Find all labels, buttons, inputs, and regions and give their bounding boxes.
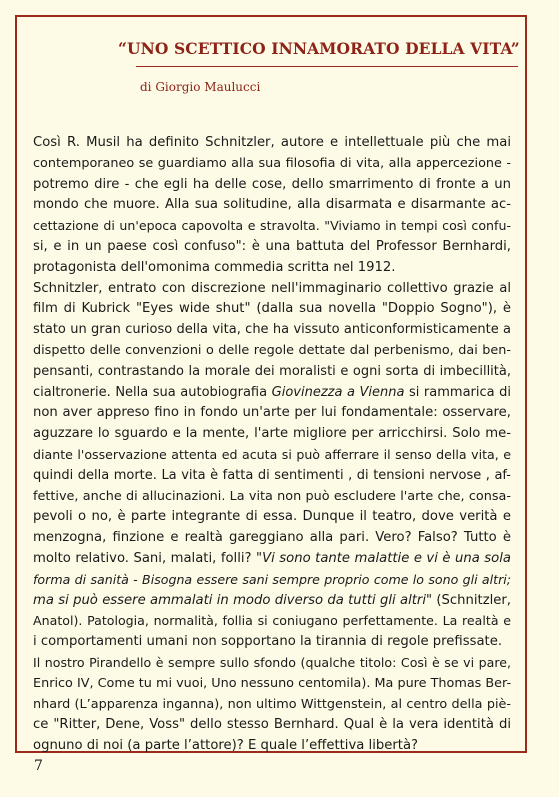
body-line: i comportamenti umani non sopportano la tirannia di regole prefissate. xyxy=(33,634,503,650)
body-line: fettive, anche di allucinazioni. La vita non può escludere l'arte che, consa- xyxy=(33,488,511,504)
body-line: protagonista dell'omonima commedia scritta nel 1912. xyxy=(33,259,396,275)
body-line: quindi della morte. La vita è fatta di sentimenti , di tensioni nervose , af- xyxy=(33,467,511,483)
body-text-segment: si rammarica di xyxy=(404,384,512,400)
page-number: 7 xyxy=(34,758,43,774)
body-line: ognuno di noi (a parte l’attore)? E quale l’effettiva libertà? xyxy=(33,738,419,754)
body-line: menzogna, finzione e realtà gareggiano alla pari. Vero? Falso? Tutto è xyxy=(33,530,511,546)
body-line: ce "Ritter, Dene, Voss" dello stesso Bernhard. Qual è la vera identità di xyxy=(33,717,511,733)
body-text-segment: (Schnitzler, xyxy=(432,592,512,608)
body-line: stato un gran curioso della vita, che ha vissuto anticonformisticamente a xyxy=(33,322,511,338)
body-line: Schnitzler, entrato con discrezione nell'immaginario collettivo grazie al xyxy=(33,280,511,296)
body-text-segment: cialtronerie. Nella sua autobiografia xyxy=(33,384,272,400)
body-line: aguzzare lo sguardo e la mente, l'arte migliore per arricchirsi. Solo me- xyxy=(33,426,511,442)
body-line: film di Kubrick "Eyes wide shut" (dalla sua novella "Doppio Sogno"), è xyxy=(33,301,511,317)
body-line: contemporaneo se guardiamo alla sua filosofia di vita, alla appercezione - xyxy=(33,155,511,171)
body-text-segment: molto relativo. Sani, malati, folli? xyxy=(33,550,257,566)
body-line xyxy=(33,570,511,591)
body-line: dispetto delle convenzioni o delle regole dettate dal perbenismo, dai ben- xyxy=(33,342,511,358)
body-line: cettazione di un'epoca capovolta e stravolta. "Viviamo in tempi così confu- xyxy=(33,218,511,234)
article-body xyxy=(33,133,511,757)
body-line: pensanti, contrastando la morale dei moralisti e ogni sorta di imbecillità, xyxy=(33,363,511,379)
italic-quote-segment: ma si può essere ammalati in modo diverso da tutti gli altri" xyxy=(33,592,433,608)
body-line: Così R. Musil ha definito Schnitzler, autore e intellettuale più che mai xyxy=(33,135,511,150)
body-line: pevoli o no, è parte integrante di essa. Dunque il teatro, dove verità e xyxy=(33,509,511,525)
italic-quote-segment: "Vi sono tante malattie e vi è una sola xyxy=(256,550,511,566)
body-line xyxy=(33,591,511,612)
body-line: Anatol). Patologia, normalità, follia si coniugano perfettamente. La realtà e xyxy=(33,613,511,629)
body-line xyxy=(33,383,511,404)
body-line: diante l'osservazione attenta ed acuta si può afferrare il senso della vita, e xyxy=(33,446,511,462)
italic-quote-segment: Giovinezza a Vienna xyxy=(271,384,405,400)
body-line xyxy=(33,549,511,570)
body-line: Enrico IV, Come tu mi vuoi, Uno nessuno centomila). Ma pure Thomas Ber- xyxy=(33,675,512,691)
body-line: mondo che muore. Alla sua solitudine, alla disarmata e disarmante ac- xyxy=(33,197,511,213)
body-line: si, e in un paese così confuso": è una battuta del Professor Bernhardi, xyxy=(33,238,511,254)
body-line: nhard (L’apparenza inganna), non ultimo Wittgenstein, al centro della piè- xyxy=(33,696,511,712)
body-line: potremo dire - che egli ha delle cose, dello smarrimento di fronte a un xyxy=(33,176,511,192)
article-author: di Giorgio Maulucci xyxy=(140,80,261,94)
italic-quote-segment: forma di sanità - Bisogna essere sani sempre proprio come lo sono gli altri; xyxy=(33,571,511,587)
title-underline xyxy=(136,66,518,67)
article-title: “UNO SCETTICO INNAMORATO DELLA VITA” xyxy=(118,39,520,58)
body-line: non aver appreso fino in fondo un'arte per lui fondamentale: osservare, xyxy=(33,405,511,421)
body-line: Il nostro Pirandello è sempre sullo sfondo (qualche titolo: Così è se vi pare, xyxy=(33,654,511,670)
